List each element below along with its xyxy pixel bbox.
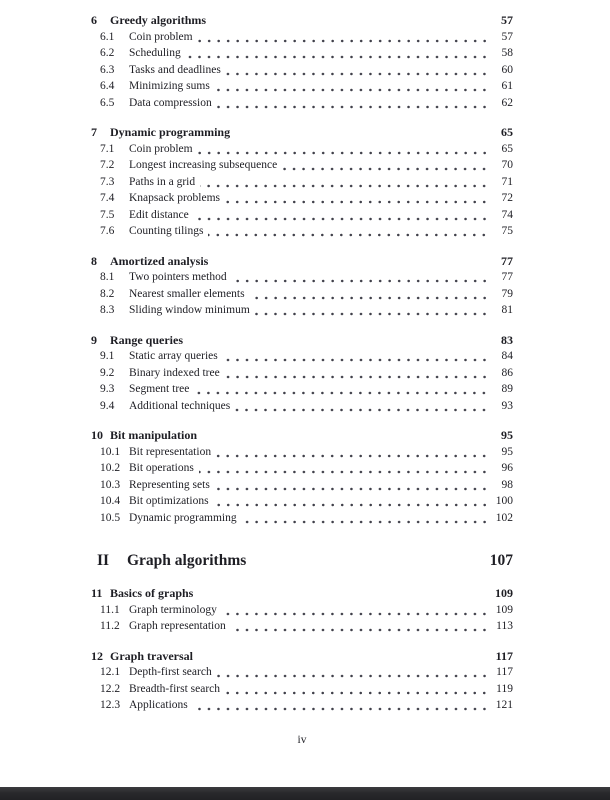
section-number: 7.6 xyxy=(100,225,115,237)
toc-section-entry[interactable] xyxy=(91,269,513,286)
dot-leader xyxy=(250,286,489,303)
toc-chapter-block xyxy=(91,427,513,526)
dot-leader xyxy=(194,381,489,398)
toc-section-entry[interactable] xyxy=(91,460,513,477)
dot-leader xyxy=(215,477,489,494)
section-title: Segment tree xyxy=(129,383,190,395)
dot-leader xyxy=(216,444,489,461)
section-title: Bit operations xyxy=(129,462,194,474)
section-page-number: 121 xyxy=(495,699,513,711)
toc-chapter-entry[interactable] xyxy=(91,585,513,602)
dot-leader xyxy=(225,681,489,698)
section-page-number: 109 xyxy=(495,603,513,616)
toc-section-entry[interactable] xyxy=(91,286,513,303)
section-page-number: 77 xyxy=(501,271,513,283)
toc-section-entry[interactable] xyxy=(91,29,513,46)
toc-section-entry[interactable] xyxy=(91,45,513,62)
toc-section-entry[interactable] xyxy=(91,602,513,619)
section-page-number: 89 xyxy=(501,383,513,395)
section-number: 7.3 xyxy=(100,175,115,188)
section-page-number: 75 xyxy=(501,225,513,237)
toc-section-entry[interactable] xyxy=(91,664,513,681)
toc-chapter-block xyxy=(91,253,513,319)
entry-number: 10 xyxy=(91,428,103,442)
entry-page-number: 83 xyxy=(501,332,513,347)
dot-leader xyxy=(217,95,489,112)
section-number: 10.1 xyxy=(100,445,121,458)
dot-leader xyxy=(217,664,489,681)
section-page-number: 61 xyxy=(501,80,513,92)
entry-page-number: 77 xyxy=(501,253,513,268)
section-number: 12.1 xyxy=(100,666,121,678)
section-title: Bit representation xyxy=(129,445,212,458)
section-number: 9.1 xyxy=(100,350,115,362)
dot-leader xyxy=(198,141,489,158)
entry-page-number: 109 xyxy=(495,586,513,600)
page-footer xyxy=(91,734,513,746)
dot-leader xyxy=(222,602,489,619)
section-title: Dynamic programming xyxy=(129,511,237,524)
toc-section-entry[interactable] xyxy=(91,444,513,461)
section-title: Longest increasing subsequence xyxy=(129,159,278,171)
section-page-number: 72 xyxy=(501,192,513,204)
dot-leader xyxy=(225,365,489,382)
toc-section-entry[interactable] xyxy=(91,141,513,158)
footer-page-number: iv xyxy=(297,734,307,746)
toc-section-entry[interactable] xyxy=(91,381,513,398)
toc-chapter-block xyxy=(91,12,513,111)
entry-title: Graph algorithms xyxy=(127,552,247,569)
section-page-number: 57 xyxy=(501,30,513,43)
toc-section-entry[interactable] xyxy=(91,95,513,112)
window-bottom-bar xyxy=(0,787,610,800)
entry-title: Greedy algorithms xyxy=(110,13,207,27)
section-page-number: 96 xyxy=(501,462,513,474)
dot-leader xyxy=(200,174,489,191)
section-title: Graph terminology xyxy=(129,603,217,616)
toc-section-entry[interactable] xyxy=(91,223,513,240)
section-title: Coin problem xyxy=(129,30,193,43)
dot-leader xyxy=(215,78,489,95)
dot-leader xyxy=(186,45,489,62)
section-title: Nearest smaller elements xyxy=(129,287,245,300)
toc-chapter-block xyxy=(91,332,513,415)
dot-leader xyxy=(232,269,489,286)
section-number: 10.4 xyxy=(100,495,121,507)
section-number: 7.2 xyxy=(100,159,115,171)
section-number: 11.1 xyxy=(100,603,120,616)
section-title: Graph representation xyxy=(129,620,226,632)
entry-title: Dynamic programming xyxy=(110,125,231,139)
entry-number: 11 xyxy=(91,586,103,600)
section-page-number: 117 xyxy=(496,666,513,678)
section-title: Sliding window minimum xyxy=(129,304,250,316)
dot-leader xyxy=(235,398,489,415)
entry-number: 8 xyxy=(91,253,97,268)
section-page-number: 113 xyxy=(496,620,513,632)
section-number: 8.3 xyxy=(100,304,115,316)
toc-section-entry[interactable] xyxy=(91,302,513,319)
toc-chapter-entry[interactable] xyxy=(91,332,513,349)
toc-chapter-entry[interactable] xyxy=(91,12,513,29)
entry-page-number: 57 xyxy=(501,13,513,27)
entry-number: 12 xyxy=(91,648,103,663)
toc-section-entry[interactable] xyxy=(91,398,513,415)
dot-leader xyxy=(208,223,489,240)
dot-leader xyxy=(199,460,489,477)
toc-chapter-block xyxy=(91,124,513,240)
section-title: Breadth-first search xyxy=(129,682,221,695)
section-number: 10.5 xyxy=(100,511,121,524)
toc-section-entry[interactable] xyxy=(91,697,513,714)
section-number: 9.2 xyxy=(100,366,115,379)
toc-section-entry[interactable] xyxy=(91,477,513,494)
entry-title: Range queries xyxy=(110,332,183,347)
section-title: Additional techniques xyxy=(129,399,231,412)
entry-number: II xyxy=(97,552,110,569)
entry-title: Bit manipulation xyxy=(110,428,198,442)
section-number: 6.1 xyxy=(100,30,115,43)
section-title: Knapsack problems xyxy=(129,192,221,204)
toc-section-entry[interactable] xyxy=(91,618,513,635)
section-page-number: 93 xyxy=(501,399,513,412)
section-number: 6.5 xyxy=(100,96,115,109)
toc-section-entry[interactable] xyxy=(91,190,513,207)
section-page-number: 84 xyxy=(501,350,513,362)
section-number: 7.5 xyxy=(100,208,115,221)
section-title: Bit optimizations xyxy=(129,495,209,507)
section-number: 7.1 xyxy=(100,142,115,155)
dot-leader xyxy=(194,207,489,224)
section-title: Static array queries xyxy=(129,350,218,362)
toc-section-entry[interactable] xyxy=(91,365,513,382)
toc-section-entry[interactable] xyxy=(91,174,513,191)
section-title: Scheduling xyxy=(129,47,181,59)
toc-chapter-entry[interactable] xyxy=(91,124,513,141)
dot-leader xyxy=(214,493,489,510)
dot-leader xyxy=(226,62,489,79)
section-title: Edit distance xyxy=(129,208,189,221)
dot-leader xyxy=(242,510,489,527)
section-title: Applications xyxy=(129,699,188,711)
entry-title: Graph traversal xyxy=(110,648,193,663)
section-page-number: 86 xyxy=(501,366,513,379)
toc-section-entry[interactable] xyxy=(91,157,513,174)
section-page-number: 95 xyxy=(501,445,513,458)
section-page-number: 81 xyxy=(501,304,513,316)
section-page-number: 100 xyxy=(495,495,513,507)
section-title: Representing sets xyxy=(129,478,210,491)
section-number: 10.2 xyxy=(100,462,121,474)
toc-section-entry[interactable] xyxy=(91,78,513,95)
section-number: 12.2 xyxy=(100,682,121,695)
section-page-number: 79 xyxy=(501,287,513,300)
section-page-number: 70 xyxy=(501,159,513,171)
entry-number: 7 xyxy=(91,125,97,139)
section-number: 6.2 xyxy=(100,47,115,59)
section-page-number: 74 xyxy=(501,208,513,221)
section-number: 9.3 xyxy=(100,383,115,395)
section-title: Counting tilings xyxy=(129,225,204,237)
toc-chapter-block xyxy=(91,585,513,635)
toc-section-entry[interactable] xyxy=(91,493,513,510)
section-title: Paths in a grid xyxy=(129,175,196,188)
section-page-number: 119 xyxy=(496,682,513,695)
toc-section-entry[interactable] xyxy=(91,510,513,527)
section-title: Tasks and deadlines xyxy=(129,63,221,76)
section-title: Binary indexed tree xyxy=(129,366,220,379)
dot-leader xyxy=(223,348,489,365)
section-number: 12.3 xyxy=(100,699,121,711)
dot-leader xyxy=(225,190,489,207)
section-number: 7.4 xyxy=(100,192,115,204)
section-title: Two pointers method xyxy=(129,271,227,283)
section-title: Minimizing sums xyxy=(129,80,210,92)
entry-title: Basics of graphs xyxy=(110,586,194,600)
dot-leader xyxy=(193,697,489,714)
entry-page-number: 117 xyxy=(495,648,513,663)
section-page-number: 102 xyxy=(495,511,513,524)
dot-leader xyxy=(231,618,489,635)
section-number: 8.1 xyxy=(100,271,115,283)
table-of-contents xyxy=(91,12,513,714)
toc-part-entry[interactable] xyxy=(91,550,513,572)
entry-page-number: 95 xyxy=(501,428,513,442)
toc-part-block xyxy=(91,550,513,572)
section-number: 8.2 xyxy=(100,287,115,300)
toc-chapter-entry[interactable] xyxy=(91,427,513,444)
dot-leader xyxy=(198,29,489,46)
toc-chapter-entry[interactable] xyxy=(91,648,513,665)
toc-section-entry[interactable] xyxy=(91,681,513,698)
section-number: 10.3 xyxy=(100,478,121,491)
section-number: 6.4 xyxy=(100,80,115,92)
section-title: Depth-first search xyxy=(129,666,212,678)
section-page-number: 65 xyxy=(501,142,513,155)
section-number: 9.4 xyxy=(100,399,115,412)
entry-number: 6 xyxy=(91,13,97,27)
entry-number: 9 xyxy=(91,332,97,347)
section-page-number: 60 xyxy=(501,63,513,76)
section-page-number: 62 xyxy=(501,96,513,109)
dot-leader xyxy=(282,157,489,174)
entry-page-number: 107 xyxy=(489,552,513,569)
dot-leader xyxy=(255,302,489,319)
entry-title: Amortized analysis xyxy=(110,253,209,268)
toc-section-entry[interactable] xyxy=(91,348,513,365)
toc-section-entry[interactable] xyxy=(91,207,513,224)
toc-chapter-entry[interactable] xyxy=(91,253,513,270)
section-page-number: 71 xyxy=(501,175,513,188)
section-page-number: 58 xyxy=(501,47,513,59)
entry-page-number: 65 xyxy=(501,125,513,139)
section-number: 6.3 xyxy=(100,63,115,76)
section-number: 11.2 xyxy=(100,620,120,632)
section-title: Data compression xyxy=(129,96,212,109)
toc-chapter-block xyxy=(91,648,513,714)
section-title: Coin problem xyxy=(129,142,193,155)
toc-section-entry[interactable] xyxy=(91,62,513,79)
section-page-number: 98 xyxy=(501,478,513,491)
